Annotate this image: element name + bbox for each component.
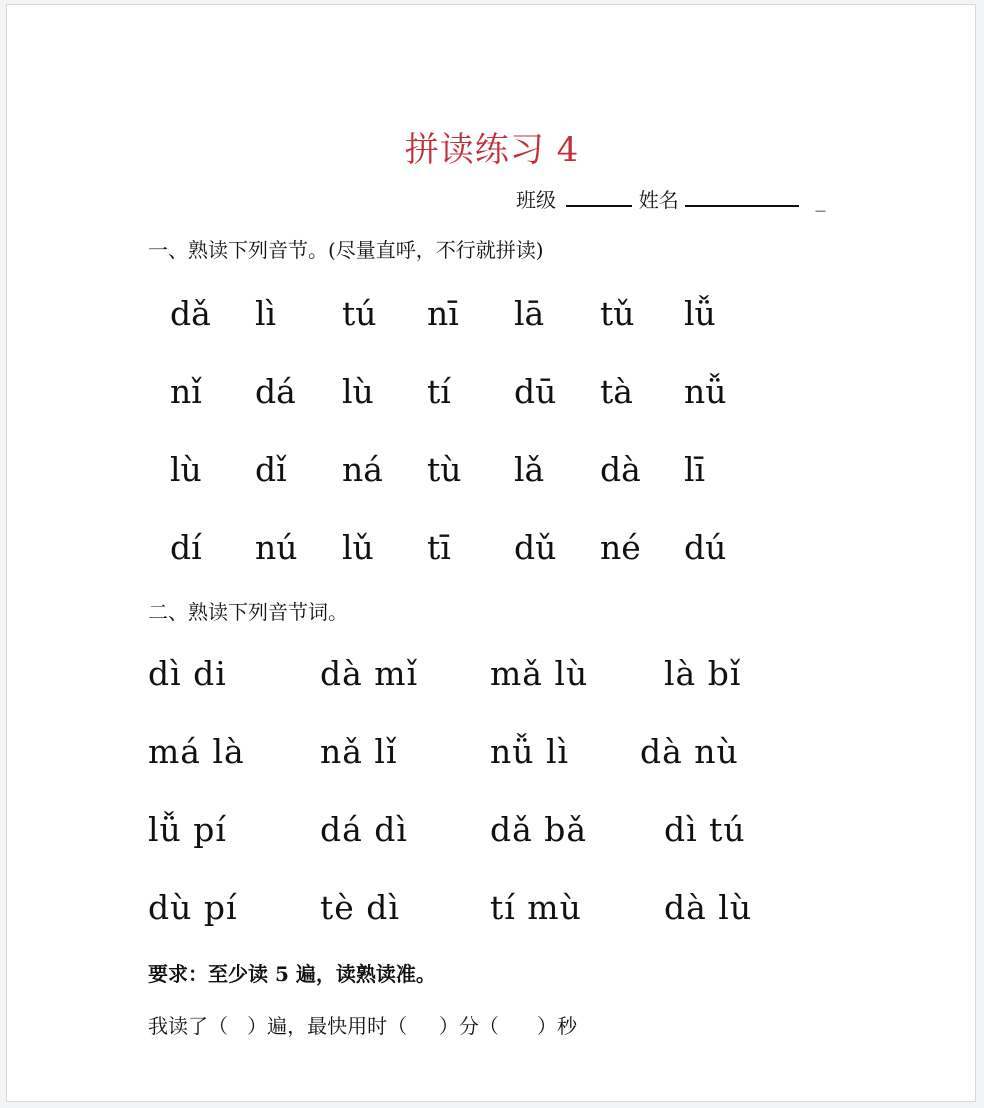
syllable: lā: [514, 294, 545, 333]
syllable-word: mǎ lù: [490, 654, 589, 693]
syllable-word: dá dì: [320, 810, 408, 849]
requirement-text: 要求：至少读 5 遍，读熟读准。: [148, 962, 436, 986]
syllable-word: dù pí: [148, 888, 238, 927]
syllable-word: dà lù: [664, 888, 753, 927]
reading-record: 我读了（ ）遍，最快用时（ ）分（ ）秒: [148, 1014, 578, 1038]
page-title: 拼读练习 4: [404, 130, 580, 170]
syllable: nǐ: [170, 372, 202, 411]
syllable-word: dǎ bǎ: [490, 810, 588, 849]
syllable-word: dì tú: [664, 810, 746, 849]
syllable-word: nǚ lì: [490, 732, 570, 771]
syllable-word: tè dì: [320, 888, 400, 927]
syllable-row: [0, 450, 984, 500]
class-name-line: [516, 184, 825, 213]
word-row: [0, 888, 984, 938]
section1-heading: 一、熟读下列音节。(尽量直呼，不行就拼读): [148, 238, 544, 262]
section2-heading: 二、熟读下列音节词。: [148, 600, 348, 624]
syllable-word: dì di: [148, 654, 227, 693]
syllable: lǎ: [514, 450, 545, 489]
class-label: 班级: [516, 188, 556, 212]
syllable: dǎ: [170, 294, 211, 333]
class-blank[interactable]: [566, 189, 632, 207]
word-row: [0, 732, 984, 782]
name-label: 姓名: [638, 188, 679, 212]
syllable: dǔ: [514, 528, 557, 567]
syllable: nǚ: [684, 372, 727, 411]
syllable: lù: [342, 372, 374, 411]
syllable: dí: [170, 528, 202, 567]
syllable: tú: [342, 294, 377, 333]
syllable-row: [0, 372, 984, 422]
syllable: nī: [427, 294, 459, 333]
syllable: ná: [342, 450, 383, 489]
syllable: né: [600, 528, 641, 567]
name-blank[interactable]: [685, 189, 799, 207]
syllable: tǔ: [600, 294, 635, 333]
word-row: [0, 654, 984, 704]
syllable: dà: [600, 450, 641, 489]
syllable: lī: [684, 450, 706, 489]
name-tail: _: [815, 188, 826, 212]
syllable-word: dà mǐ: [320, 654, 419, 693]
syllable: lì: [255, 294, 277, 333]
syllable: nú: [255, 528, 298, 567]
syllable: tí: [427, 372, 451, 411]
syllable-word: dà nù: [640, 732, 739, 771]
syllable: tà: [600, 372, 633, 411]
syllable-word: tí mù: [490, 888, 582, 927]
syllable: dú: [684, 528, 727, 567]
syllable: lǚ: [684, 294, 716, 333]
syllable: dū: [514, 372, 557, 411]
syllable: lù: [170, 450, 202, 489]
syllable-row: [0, 528, 984, 578]
syllable-word: là bǐ: [664, 654, 742, 693]
syllable: lǔ: [342, 528, 374, 567]
syllable-word: má là: [148, 732, 245, 771]
syllable-word: lǚ pí: [148, 810, 227, 849]
syllable: tù: [427, 450, 462, 489]
word-row: [0, 810, 984, 860]
syllable: dǐ: [255, 450, 287, 489]
syllable: dá: [255, 372, 296, 411]
syllable-word: nǎ lǐ: [320, 732, 398, 771]
syllable: tī: [427, 528, 451, 567]
syllable-row: [0, 294, 984, 344]
